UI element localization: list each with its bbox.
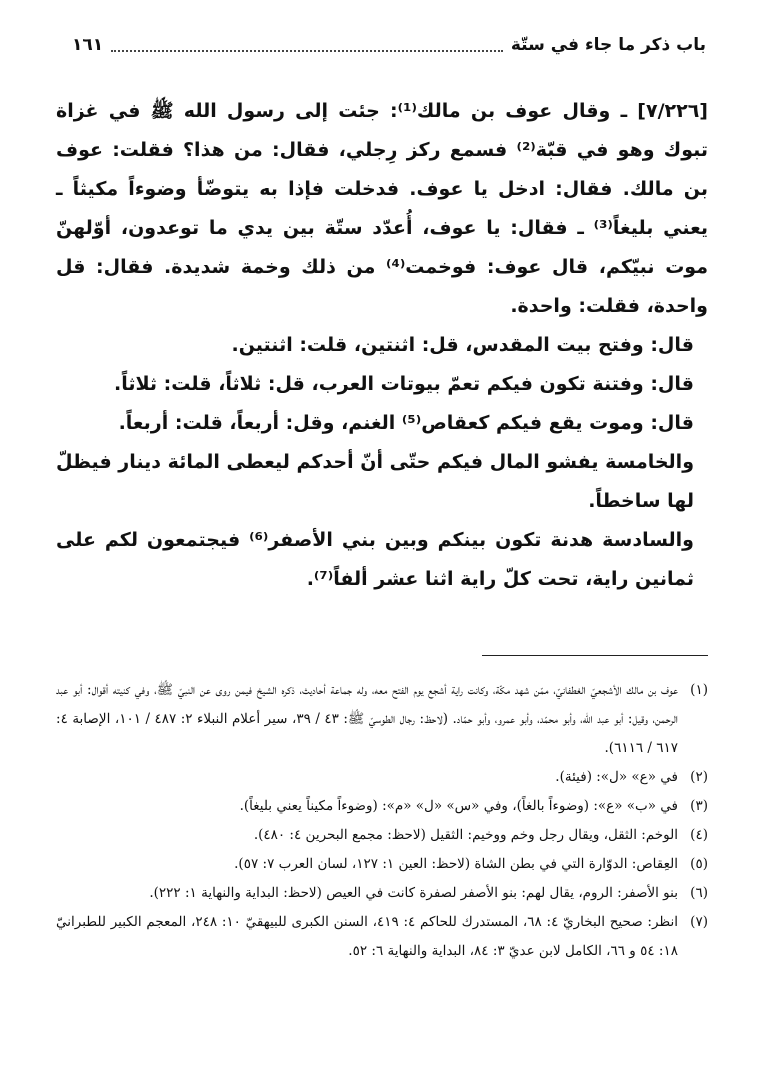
header-dot-leader (111, 50, 503, 52)
footnote-number: (٧) (690, 914, 708, 930)
footnote-item (56, 908, 708, 966)
paragraph-text: والسادسة هدنة تكون بينكم وبين بني الأصفر⁽⁶⁾ فيجتمعون لكم على ثمانين راية، تحت كلّ راية اثنا عشر ألفاً⁽⁷⁾. (56, 529, 694, 590)
footnote-text: عوف بن مالك الأشجعيّ الغطفانيّ، ممّن شهد مكّة، وكانت راية أشجع يوم الفتح معه، وله جماعة أحاديث، ذكره الشيخ فيمن روى عن النبيّ ﷺ، وفي كنيته أقوال: أبو عبد الرحمن، وقيل: أبو عبد الله، وأبو محمّد، وأبو عمرو، وأبو حمّاد. (لاحظ: رجال الطوسيّ ﷺ: ٤٣ / ٣٩، سير أعلام النبلاء ٢: ٤٨٧ / ١٠١، الإصابة ٤: ٦١٧ / ٦١١٦). (56, 682, 679, 756)
paragraph (56, 521, 708, 599)
footnote-item (56, 763, 708, 792)
footnote-text: الوخم: الثقل، ويقال رجل وخم ووخيم: الثقيل (لاحظ: مجمع البحرين ٤: ٤٨٠). (253, 827, 678, 843)
footnote-separator (482, 655, 708, 656)
chapter-title: باب ذكر ما جاء في ستّة (510, 35, 706, 55)
paragraph (56, 443, 708, 521)
running-header (72, 30, 706, 60)
footnote-text: في «ع» «ل»: (فيئة). (555, 769, 678, 785)
footnote-item (56, 879, 708, 908)
paragraph (56, 404, 708, 443)
footnote-item (56, 792, 708, 821)
footnote-number: (٦) (690, 885, 708, 901)
paragraph-text: والخامسة يفشو المال فيكم حتّى أنّ أحدكم ليعطى المائة دينار فيظلّ لها ساخطاً. (56, 451, 694, 512)
footnote-text: انظر: صحيح البخاريّ ٤: ٦٨، المستدرك للحاكم ٤: ٤١٩، السنن الكبرى للبيهقيّ ١٠: ٢٤٨، المعجم الكبير للطبرانيّ ١٨: ٥٤ و ٦٦، الكامل لابن عديّ ٣: ٨٤، البداية والنهاية ٦: ٥٢. (56, 914, 678, 959)
paragraph-text: ـ وقال عوف بن مالك⁽¹⁾: جئت إلى رسول الله ﷺ في غزاة تبوك وهو في قبّة⁽²⁾ فسمع ركز رِجلي، فقال: من هذا؟ فقلت: عوف بن مالك. فقال: ادخل يا عوف. فدخلت فإذا به يتوضّأ وضوءاً مكيثاً ـ يعني بليغاً⁽³⁾ ـ فقال: يا عوف، أُعدّد ستّة بين يدي ما توعدون، أوّلهنّ موت نبيّكم، قال عوف: فوخمت⁽⁴⁾ من ذلك وخمة شديدة. فقال: قل واحدة، فقلت: واحدة. (56, 100, 708, 317)
footnote-item (56, 821, 708, 850)
paragraph (56, 92, 708, 326)
page-number: ١٦١ (72, 35, 104, 55)
hadith-number: [٧/٢٢٦] (637, 100, 708, 122)
paragraph (56, 365, 708, 404)
paragraph-text: قال: وموت يقع فيكم كعقاص⁽⁵⁾ الغنم، وقل: أربعاً، قلت: أربعاً. (118, 412, 694, 434)
footnotes (56, 676, 708, 966)
paragraph-text: قال: وفتح بيت المقدس، قل: اثنتين، قلت: اثنتين. (231, 334, 694, 356)
footnote-item (56, 850, 708, 879)
footnote-number: (٥) (690, 856, 708, 872)
footnote-number: (١) (690, 682, 708, 698)
footnote-text: بنو الأصفر: الروم، يقال لهم: بنو الأصفر لصفرة كانت في العيص (لاحظ: البداية والنهاية ١: ٢٢٢). (149, 885, 678, 901)
footnote-number: (٤) (690, 827, 708, 843)
main-text (56, 92, 708, 599)
footnote-number: (٢) (690, 769, 708, 785)
footnote-text: العِقاص: الدوّارة التي في بطن الشاة (لاحظ: العين ١: ١٢٧، لسان العرب ٧: ٥٧). (234, 856, 678, 872)
paragraph (56, 326, 708, 365)
footnote-number: (٣) (690, 798, 708, 814)
paragraph-text: قال: وفتنة تكون فيكم تعمّ بيوتات العرب، قل: ثلاثاً، قلت: ثلاثاً. (114, 373, 694, 395)
footnote-text: في «ب» «ع»: (وضوءاً بالغاً)، وفي «س» «ل» «م»: (وضوءاً مكيناً يعني بليغاً). (239, 798, 678, 814)
footnote-item (56, 676, 708, 763)
